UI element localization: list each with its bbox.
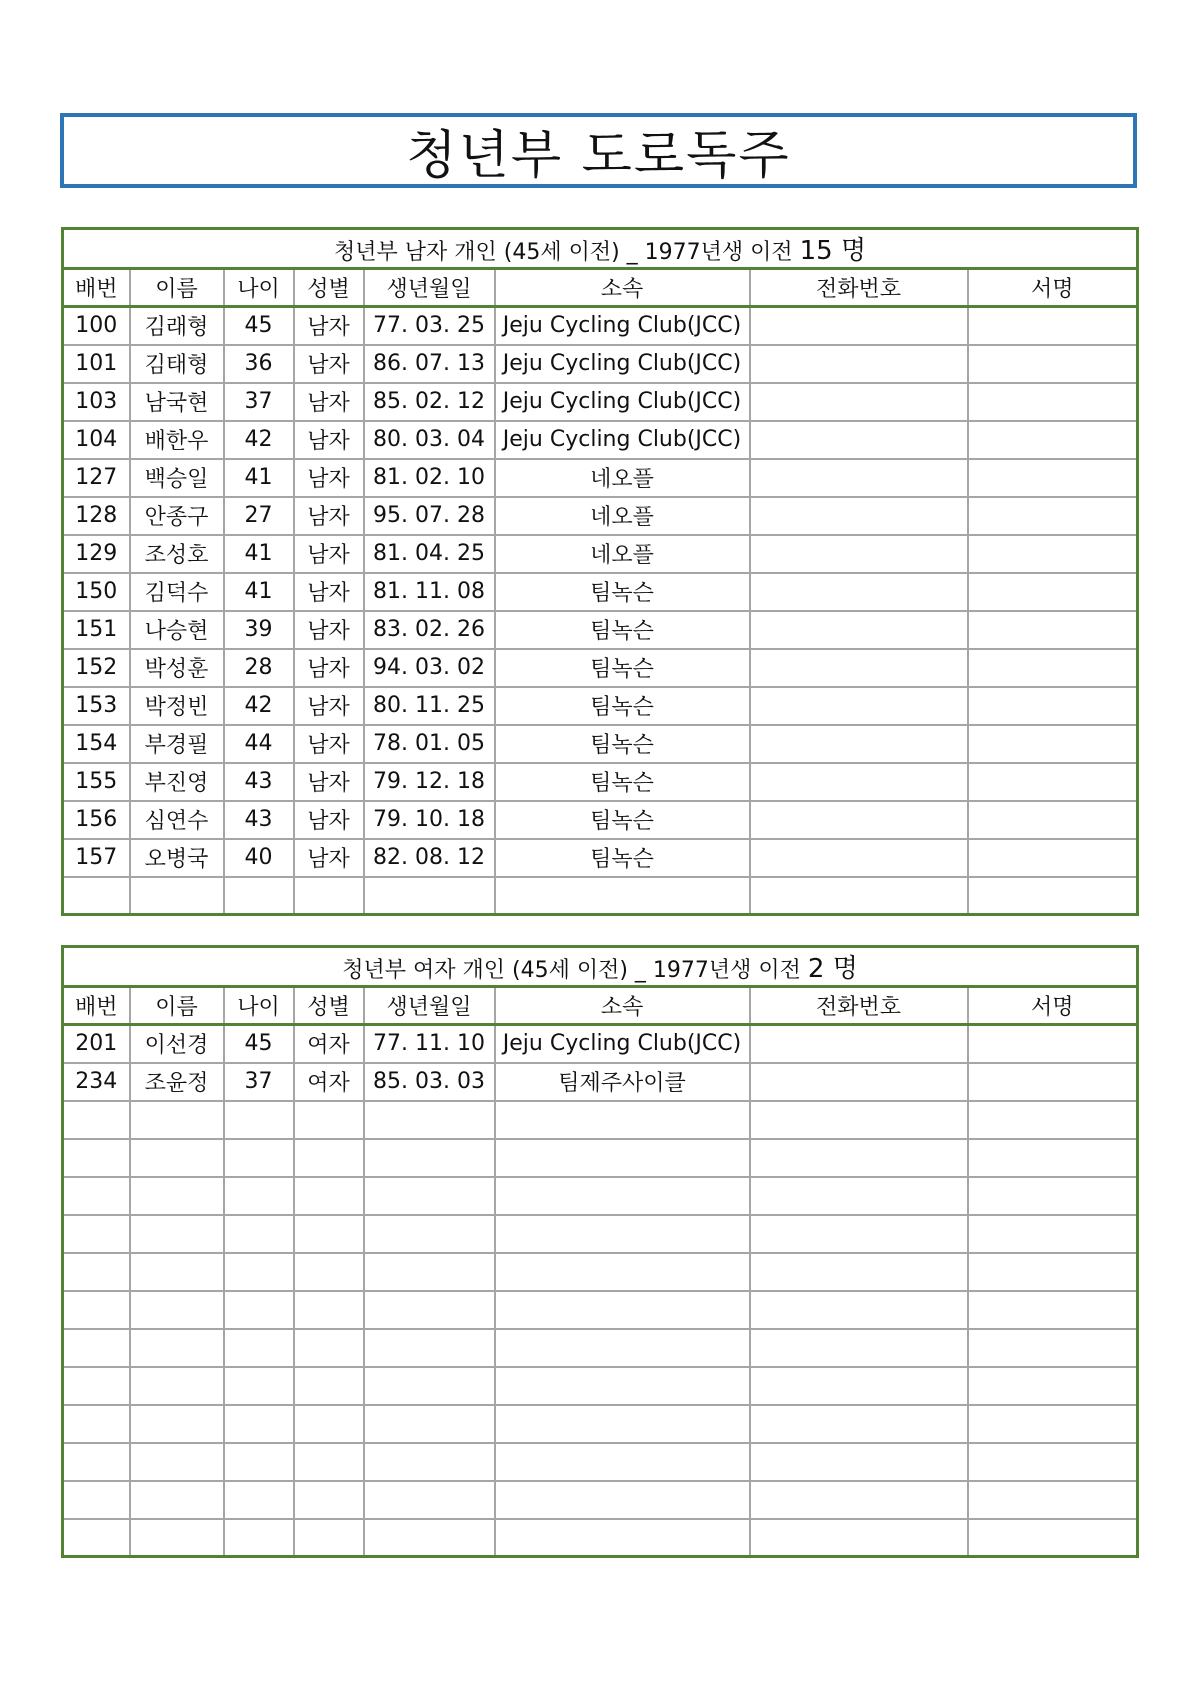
cell-signature	[968, 611, 1138, 649]
cell-name	[130, 1519, 224, 1557]
cell-team: Jeju Cycling Club(JCC)	[495, 1025, 750, 1063]
cell-name	[130, 1177, 224, 1215]
cell-bib: 101	[63, 345, 130, 383]
cell-team	[495, 1443, 750, 1481]
cell-bib	[63, 1177, 130, 1215]
cell-gender	[294, 1253, 364, 1291]
cell-gender	[294, 1519, 364, 1557]
cell-age	[224, 1291, 294, 1329]
cell-name: 부진영	[130, 763, 224, 801]
cell-phone	[750, 345, 968, 383]
cell-name: 조성호	[130, 535, 224, 573]
table-row	[63, 1367, 1138, 1405]
cell-team: 팀녹슨	[495, 687, 750, 725]
cell-birthdate: 82. 08. 12	[364, 839, 495, 877]
cell-age: 42	[224, 687, 294, 725]
cell-bib: 128	[63, 497, 130, 535]
cell-gender: 남자	[294, 383, 364, 421]
table-row	[63, 1177, 1138, 1215]
cell-birthdate: 81. 04. 25	[364, 535, 495, 573]
table-row	[63, 1443, 1138, 1481]
cell-gender: 여자	[294, 1063, 364, 1101]
cell-birthdate: 77. 03. 25	[364, 307, 495, 345]
cell-age	[224, 1329, 294, 1367]
cell-team	[495, 1367, 750, 1405]
cell-bib	[63, 1367, 130, 1405]
column-header-phone: 전화번호	[750, 987, 968, 1025]
cell-phone	[750, 1063, 968, 1101]
cell-birthdate	[364, 1139, 495, 1177]
cell-bib: 154	[63, 725, 130, 763]
cell-gender	[294, 1367, 364, 1405]
cell-signature	[968, 839, 1138, 877]
cell-phone	[750, 1139, 968, 1177]
cell-phone	[750, 573, 968, 611]
cell-age: 41	[224, 535, 294, 573]
cell-name	[130, 1101, 224, 1139]
men-header-row	[63, 269, 1138, 307]
women-participant-count: 2 명	[807, 954, 858, 984]
cell-phone	[750, 1253, 968, 1291]
table-row	[63, 1405, 1138, 1443]
cell-age	[224, 1215, 294, 1253]
cell-age: 36	[224, 345, 294, 383]
cell-birthdate: 79. 12. 18	[364, 763, 495, 801]
cell-signature	[968, 497, 1138, 535]
column-header-bib: 배번	[63, 269, 130, 307]
cell-signature	[968, 1291, 1138, 1329]
cell-signature	[968, 307, 1138, 345]
cell-birthdate: 83. 02. 26	[364, 611, 495, 649]
column-header-gender: 성별	[294, 987, 364, 1025]
cell-gender: 여자	[294, 1025, 364, 1063]
cell-name	[130, 1405, 224, 1443]
table-row	[63, 763, 1138, 801]
cell-bib: 155	[63, 763, 130, 801]
cell-team	[495, 1519, 750, 1557]
cell-phone	[750, 1215, 968, 1253]
cell-team: 팀제주사이클	[495, 1063, 750, 1101]
cell-birthdate	[364, 877, 495, 915]
cell-birthdate: 77. 11. 10	[364, 1025, 495, 1063]
women-header-row	[63, 987, 1138, 1025]
men-participant-count: 15 명	[799, 236, 867, 266]
cell-age: 43	[224, 801, 294, 839]
cell-bib	[63, 1481, 130, 1519]
cell-signature	[968, 1101, 1138, 1139]
women-caption-text: 청년부 여자 개인 (45세 이전) _ 1977년생 이전	[342, 958, 801, 983]
table-row	[63, 1329, 1138, 1367]
table-row	[63, 383, 1138, 421]
cell-gender	[294, 877, 364, 915]
cell-signature	[968, 877, 1138, 915]
cell-age: 37	[224, 1063, 294, 1101]
table-row	[63, 497, 1138, 535]
table-row	[63, 535, 1138, 573]
cell-age: 44	[224, 725, 294, 763]
table-row	[63, 725, 1138, 763]
table-row	[63, 1025, 1138, 1063]
cell-birthdate: 79. 10. 18	[364, 801, 495, 839]
cell-age: 41	[224, 459, 294, 497]
cell-age	[224, 877, 294, 915]
cell-bib	[63, 1329, 130, 1367]
cell-gender	[294, 1329, 364, 1367]
table-row	[63, 1519, 1138, 1557]
cell-signature	[968, 1139, 1138, 1177]
cell-age	[224, 1253, 294, 1291]
cell-team: 네오플	[495, 497, 750, 535]
table-row	[63, 611, 1138, 649]
cell-birthdate	[364, 1443, 495, 1481]
cell-signature	[968, 459, 1138, 497]
cell-signature	[968, 1405, 1138, 1443]
cell-team: Jeju Cycling Club(JCC)	[495, 307, 750, 345]
cell-team: Jeju Cycling Club(JCC)	[495, 383, 750, 421]
cell-team: 팀녹슨	[495, 763, 750, 801]
cell-birthdate: 81. 11. 08	[364, 573, 495, 611]
cell-gender	[294, 1215, 364, 1253]
cell-team: 네오플	[495, 459, 750, 497]
cell-bib: 104	[63, 421, 130, 459]
cell-name	[130, 1481, 224, 1519]
cell-team	[495, 1215, 750, 1253]
cell-name	[130, 1443, 224, 1481]
cell-gender: 남자	[294, 345, 364, 383]
cell-name: 심연수	[130, 801, 224, 839]
men-roster-table	[61, 227, 1139, 916]
cell-birthdate	[364, 1405, 495, 1443]
cell-phone	[750, 1405, 968, 1443]
cell-signature	[968, 1519, 1138, 1557]
cell-bib: 157	[63, 839, 130, 877]
cell-name	[130, 1215, 224, 1253]
cell-gender: 남자	[294, 497, 364, 535]
cell-team	[495, 1481, 750, 1519]
cell-bib	[63, 1291, 130, 1329]
women-roster-table	[61, 945, 1139, 1558]
cell-team: 팀녹슨	[495, 649, 750, 687]
column-header-phone: 전화번호	[750, 269, 968, 307]
cell-birthdate: 94. 03. 02	[364, 649, 495, 687]
cell-gender: 남자	[294, 573, 364, 611]
cell-bib: 152	[63, 649, 130, 687]
cell-phone	[750, 307, 968, 345]
cell-name	[130, 1329, 224, 1367]
cell-gender: 남자	[294, 801, 364, 839]
cell-team	[495, 1139, 750, 1177]
cell-bib	[63, 1139, 130, 1177]
cell-bib: 234	[63, 1063, 130, 1101]
cell-phone	[750, 801, 968, 839]
cell-team	[495, 1329, 750, 1367]
cell-gender	[294, 1101, 364, 1139]
cell-birthdate: 80. 03. 04	[364, 421, 495, 459]
cell-bib	[63, 1101, 130, 1139]
cell-team: 네오플	[495, 535, 750, 573]
table-row	[63, 1139, 1138, 1177]
cell-bib: 201	[63, 1025, 130, 1063]
cell-team: 팀녹슨	[495, 801, 750, 839]
column-header-birthdate: 생년월일	[364, 269, 495, 307]
cell-name: 남국현	[130, 383, 224, 421]
table-row	[63, 1101, 1138, 1139]
men-caption-row	[63, 229, 1138, 269]
table-row	[63, 421, 1138, 459]
cell-team	[495, 877, 750, 915]
cell-phone	[750, 1443, 968, 1481]
cell-gender	[294, 1291, 364, 1329]
cell-age: 27	[224, 497, 294, 535]
cell-gender: 남자	[294, 649, 364, 687]
cell-bib	[63, 1253, 130, 1291]
cell-phone	[750, 1177, 968, 1215]
cell-gender	[294, 1177, 364, 1215]
cell-birthdate	[364, 1481, 495, 1519]
cell-signature	[968, 687, 1138, 725]
column-header-signature: 서명	[968, 269, 1138, 307]
cell-gender: 남자	[294, 687, 364, 725]
cell-phone	[750, 1481, 968, 1519]
cell-gender	[294, 1405, 364, 1443]
table-row	[63, 687, 1138, 725]
cell-phone	[750, 611, 968, 649]
cell-bib: 150	[63, 573, 130, 611]
cell-name	[130, 1291, 224, 1329]
cell-bib: 151	[63, 611, 130, 649]
cell-team	[495, 1253, 750, 1291]
cell-signature	[968, 1063, 1138, 1101]
cell-birthdate	[364, 1291, 495, 1329]
cell-age	[224, 1367, 294, 1405]
column-header-birthdate: 생년월일	[364, 987, 495, 1025]
cell-team: Jeju Cycling Club(JCC)	[495, 421, 750, 459]
cell-phone	[750, 1519, 968, 1557]
cell-signature	[968, 763, 1138, 801]
cell-birthdate	[364, 1101, 495, 1139]
cell-age: 41	[224, 573, 294, 611]
cell-age	[224, 1443, 294, 1481]
cell-name: 배한우	[130, 421, 224, 459]
column-header-bib: 배번	[63, 987, 130, 1025]
cell-team: Jeju Cycling Club(JCC)	[495, 345, 750, 383]
cell-signature	[968, 1025, 1138, 1063]
cell-phone	[750, 1101, 968, 1139]
cell-team	[495, 1405, 750, 1443]
cell-gender	[294, 1481, 364, 1519]
cell-gender: 남자	[294, 421, 364, 459]
table-row	[63, 877, 1138, 915]
cell-team: 팀녹슨	[495, 611, 750, 649]
table-row	[63, 1063, 1138, 1101]
cell-age	[224, 1405, 294, 1443]
cell-name: 이선경	[130, 1025, 224, 1063]
cell-phone	[750, 459, 968, 497]
column-header-team: 소속	[495, 987, 750, 1025]
cell-phone	[750, 877, 968, 915]
cell-signature	[968, 649, 1138, 687]
cell-age: 42	[224, 421, 294, 459]
cell-team: 팀녹슨	[495, 725, 750, 763]
column-header-name: 이름	[130, 269, 224, 307]
cell-signature	[968, 1177, 1138, 1215]
cell-signature	[968, 535, 1138, 573]
table-row	[63, 307, 1138, 345]
cell-signature	[968, 1215, 1138, 1253]
table-row	[63, 801, 1138, 839]
cell-birthdate: 81. 02. 10	[364, 459, 495, 497]
cell-age: 45	[224, 1025, 294, 1063]
table-row	[63, 1253, 1138, 1291]
column-header-signature: 서명	[968, 987, 1138, 1025]
cell-name: 김래형	[130, 307, 224, 345]
cell-birthdate: 85. 03. 03	[364, 1063, 495, 1101]
cell-name: 조윤정	[130, 1063, 224, 1101]
table-row	[63, 1481, 1138, 1519]
cell-age: 39	[224, 611, 294, 649]
cell-gender	[294, 1139, 364, 1177]
cell-name: 나승현	[130, 611, 224, 649]
cell-phone	[750, 535, 968, 573]
cell-signature	[968, 1367, 1138, 1405]
cell-gender: 남자	[294, 725, 364, 763]
cell-team	[495, 1177, 750, 1215]
cell-age	[224, 1139, 294, 1177]
cell-phone	[750, 649, 968, 687]
cell-birthdate	[364, 1177, 495, 1215]
table-row	[63, 573, 1138, 611]
cell-gender: 남자	[294, 307, 364, 345]
table-row	[63, 649, 1138, 687]
table-row	[63, 345, 1138, 383]
cell-age: 40	[224, 839, 294, 877]
cell-birthdate: 95. 07. 28	[364, 497, 495, 535]
cell-birthdate: 85. 02. 12	[364, 383, 495, 421]
cell-name: 안종구	[130, 497, 224, 535]
cell-name: 부경필	[130, 725, 224, 763]
column-header-name: 이름	[130, 987, 224, 1025]
cell-age	[224, 1177, 294, 1215]
cell-signature	[968, 1443, 1138, 1481]
cell-age	[224, 1519, 294, 1557]
cell-signature	[968, 345, 1138, 383]
cell-bib	[63, 877, 130, 915]
cell-signature	[968, 421, 1138, 459]
cell-gender: 남자	[294, 839, 364, 877]
cell-bib	[63, 1519, 130, 1557]
cell-gender: 남자	[294, 459, 364, 497]
cell-phone	[750, 1367, 968, 1405]
cell-phone	[750, 725, 968, 763]
cell-name: 김태형	[130, 345, 224, 383]
cell-birthdate: 78. 01. 05	[364, 725, 495, 763]
cell-signature	[968, 1481, 1138, 1519]
column-header-team: 소속	[495, 269, 750, 307]
cell-age	[224, 1101, 294, 1139]
column-header-age: 나이	[224, 987, 294, 1025]
cell-name: 박정빈	[130, 687, 224, 725]
cell-team	[495, 1291, 750, 1329]
cell-birthdate	[364, 1215, 495, 1253]
cell-phone	[750, 497, 968, 535]
cell-birthdate	[364, 1329, 495, 1367]
cell-signature	[968, 1253, 1138, 1291]
cell-age	[224, 1481, 294, 1519]
cell-bib: 153	[63, 687, 130, 725]
cell-phone	[750, 383, 968, 421]
cell-signature	[968, 725, 1138, 763]
cell-bib: 100	[63, 307, 130, 345]
cell-birthdate: 80. 11. 25	[364, 687, 495, 725]
cell-signature	[968, 1329, 1138, 1367]
cell-name: 오병국	[130, 839, 224, 877]
table-row	[63, 839, 1138, 877]
column-header-gender: 성별	[294, 269, 364, 307]
cell-name	[130, 1253, 224, 1291]
cell-signature	[968, 383, 1138, 421]
cell-phone	[750, 1025, 968, 1063]
cell-name: 박성훈	[130, 649, 224, 687]
cell-name	[130, 877, 224, 915]
cell-bib: 129	[63, 535, 130, 573]
cell-team: 팀녹슨	[495, 839, 750, 877]
cell-bib: 103	[63, 383, 130, 421]
cell-name	[130, 1139, 224, 1177]
cell-phone	[750, 1329, 968, 1367]
men-caption	[63, 229, 1138, 269]
cell-birthdate	[364, 1253, 495, 1291]
women-caption	[63, 947, 1138, 987]
table-row	[63, 459, 1138, 497]
cell-gender	[294, 1443, 364, 1481]
page-title: 청년부 도로독주	[60, 113, 1137, 188]
table-row	[63, 1215, 1138, 1253]
cell-bib	[63, 1405, 130, 1443]
cell-name: 백승일	[130, 459, 224, 497]
cell-phone	[750, 839, 968, 877]
cell-bib	[63, 1215, 130, 1253]
cell-team: 팀녹슨	[495, 573, 750, 611]
cell-phone	[750, 421, 968, 459]
cell-age: 43	[224, 763, 294, 801]
cell-age: 37	[224, 383, 294, 421]
cell-age: 45	[224, 307, 294, 345]
cell-team	[495, 1101, 750, 1139]
cell-birthdate	[364, 1367, 495, 1405]
cell-bib	[63, 1443, 130, 1481]
cell-signature	[968, 801, 1138, 839]
men-caption-text: 청년부 남자 개인 (45세 이전) _ 1977년생 이전	[334, 240, 793, 265]
women-caption-row	[63, 947, 1138, 987]
cell-phone	[750, 763, 968, 801]
cell-signature	[968, 573, 1138, 611]
cell-birthdate: 86. 07. 13	[364, 345, 495, 383]
cell-birthdate	[364, 1519, 495, 1557]
cell-name	[130, 1367, 224, 1405]
cell-bib: 127	[63, 459, 130, 497]
cell-name: 김덕수	[130, 573, 224, 611]
cell-bib: 156	[63, 801, 130, 839]
cell-gender: 남자	[294, 763, 364, 801]
cell-gender: 남자	[294, 611, 364, 649]
column-header-age: 나이	[224, 269, 294, 307]
cell-phone	[750, 1291, 968, 1329]
table-row	[63, 1291, 1138, 1329]
cell-age: 28	[224, 649, 294, 687]
cell-phone	[750, 687, 968, 725]
cell-gender: 남자	[294, 535, 364, 573]
